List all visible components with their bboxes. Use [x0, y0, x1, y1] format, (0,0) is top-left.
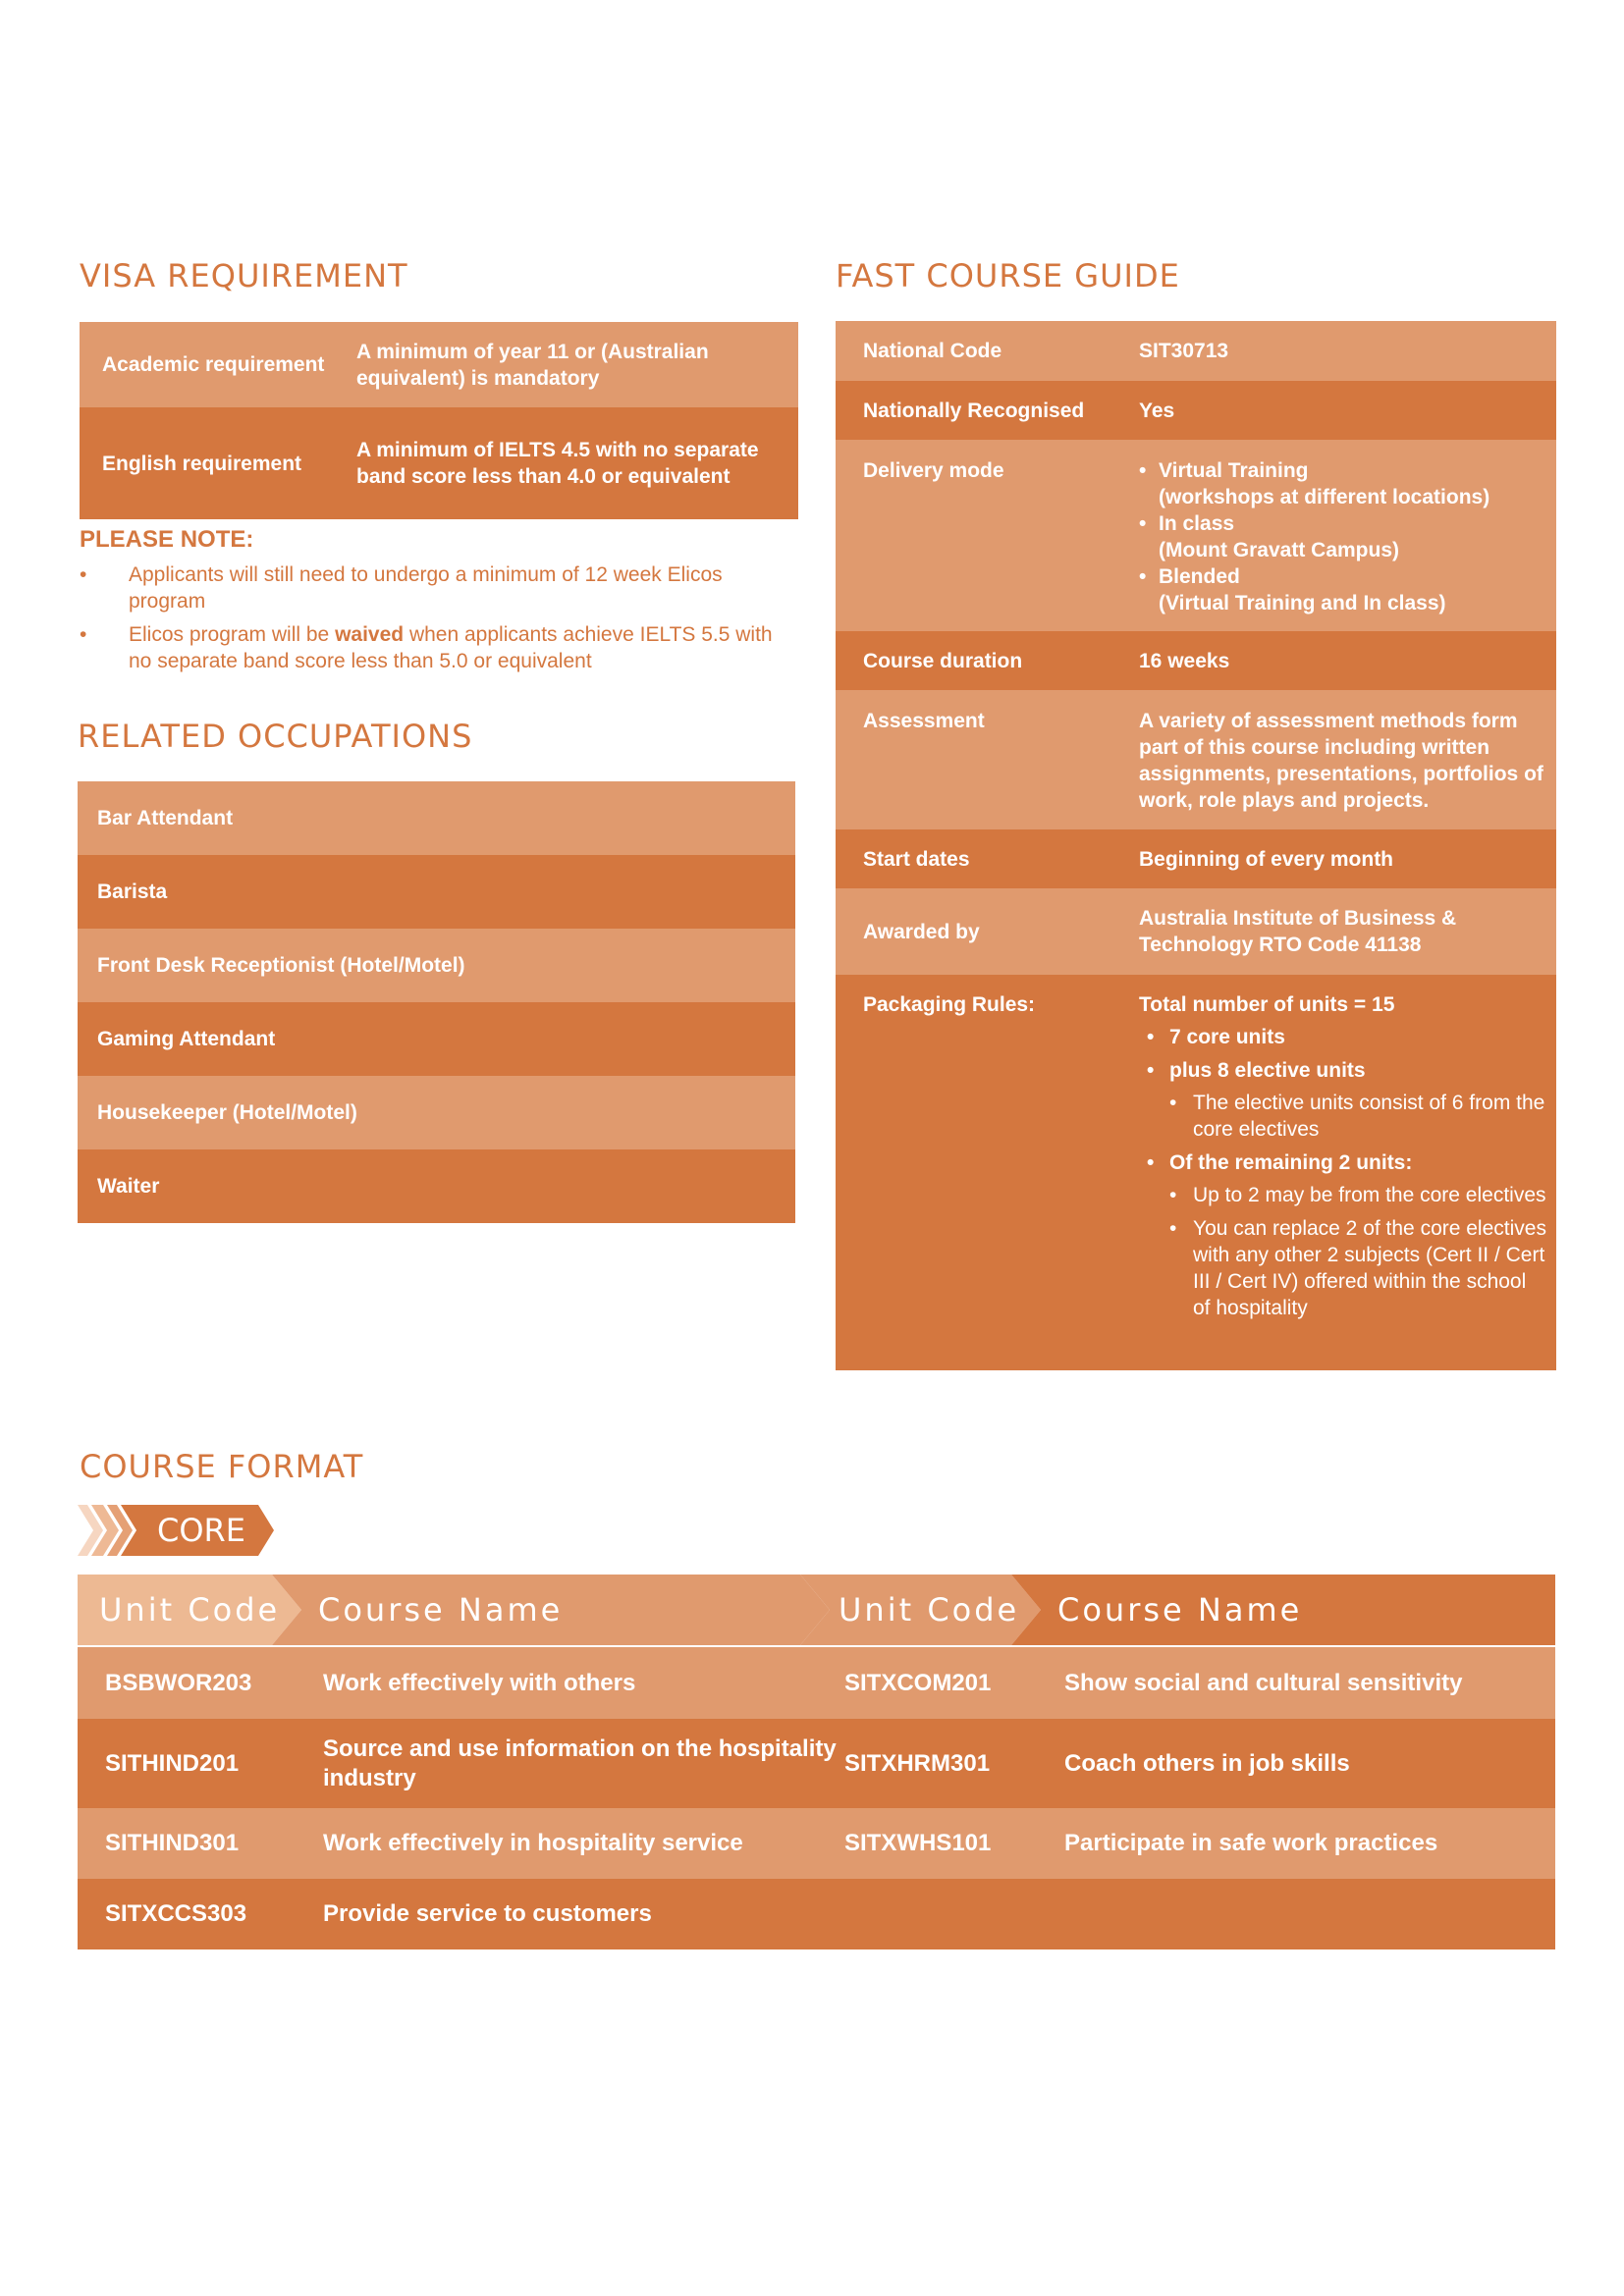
guide-value	[1139, 991, 1556, 1328]
delivery-main: • Blended	[1159, 565, 1240, 588]
course-format-heading: COURSE FORMAT	[80, 1448, 364, 1485]
table-row	[78, 1879, 1555, 1949]
note-text: Elicos program will be	[129, 623, 336, 646]
guide-label: Start dates	[863, 847, 970, 871]
packaging-text: plus 8 elective units	[1169, 1059, 1366, 1082]
please-note-list	[80, 561, 786, 681]
unit-code: SITXCOM201	[844, 1669, 992, 1696]
visa-row-english	[80, 407, 798, 519]
packaging-sub-item: • The elective units consist of 6 from the core electives	[1169, 1090, 1546, 1143]
guide-value: Beginning of every month	[1139, 847, 1394, 871]
unit-code: SITXWHS101	[844, 1830, 992, 1856]
guide-label: Assessment	[863, 710, 985, 732]
unit-code: BSBWOR203	[105, 1669, 252, 1696]
guide-row-awarded	[836, 888, 1556, 975]
guide-label: Packaging Rules:	[863, 993, 1036, 1016]
course-name: Show social and cultural sensitivity	[1064, 1669, 1463, 1696]
guide-row-delivery	[836, 440, 1556, 631]
visa-row-academic	[80, 322, 798, 407]
delivery-main: • Virtual Training	[1159, 459, 1309, 482]
visa-table	[80, 322, 798, 519]
delivery-list	[1139, 457, 1546, 616]
guide-row-duration	[836, 631, 1556, 690]
course-name: Coach others in job skills	[1064, 1749, 1350, 1777]
guide-label: National Code	[863, 340, 1002, 362]
occupation-item: Waiter	[78, 1149, 795, 1223]
guide-label: Awarded by	[863, 920, 980, 943]
packaging-item	[1139, 1057, 1546, 1143]
note-text: Applicants will still need to undergo a minimum of 12 week Elicos program	[129, 563, 723, 613]
guide-value: A variety of assessment methods form part of this course including written assignments, presentations, portfolios of work, role plays and projects.	[1139, 710, 1543, 812]
packaging-sub-item: • You can replace 2 of the core electives with any other 2 subjects (Cert II / Cert III / Cert IV) offered within the school of hospitality	[1169, 1215, 1546, 1321]
header-course-name-2: Course Name	[1057, 1591, 1303, 1629]
guide-row-recognised	[836, 381, 1556, 440]
note-item	[80, 621, 786, 674]
guide-value: 16 weeks	[1139, 649, 1230, 672]
packaging-sub-list	[1169, 1182, 1546, 1321]
table-row	[78, 1808, 1555, 1879]
course-name: Work effectively in hospitality service	[323, 1830, 743, 1856]
occupations-list	[78, 781, 795, 1223]
guide-value: SIT30713	[1139, 340, 1229, 362]
delivery-item	[1139, 510, 1546, 563]
guide-heading: FAST COURSE GUIDE	[836, 257, 1180, 294]
visa-value: A minimum of year 11 or (Australian equivalent) is mandatory	[356, 340, 709, 390]
packaging-list	[1139, 1024, 1546, 1321]
unit-code: SITXCCS303	[105, 1900, 247, 1927]
packaging-text: 7 core units	[1169, 1026, 1285, 1048]
course-table-header	[78, 1575, 1555, 1645]
course-name: Work effectively with others	[323, 1669, 636, 1696]
guide-table	[836, 321, 1556, 1370]
occupation-item: Gaming Attendant	[78, 1002, 795, 1076]
visa-label: English requirement	[102, 452, 302, 475]
note-text: when applicants achieve IELTS 5.5 with no separate band score less than 5.0 or equivalent	[129, 623, 773, 672]
course-name: Source and use information on the hospitality industry	[323, 1735, 837, 1791]
header-arrows-icon	[78, 1575, 1555, 1645]
table-row	[78, 1647, 1555, 1719]
course-name: Provide service to customers	[323, 1900, 652, 1927]
occupation-item: Front Desk Receptionist (Hotel/Motel)	[78, 929, 795, 1002]
occupation-item: Bar Attendant	[78, 781, 795, 855]
core-tab	[78, 1505, 274, 1556]
course-name: Participate in safe work practices	[1064, 1830, 1438, 1856]
occupation-item: Housekeeper (Hotel/Motel)	[78, 1076, 795, 1149]
guide-label: Nationally Recognised	[863, 399, 1085, 422]
guide-value: Yes	[1139, 399, 1175, 422]
guide-value: Australia Institute of Business & Technology RTO Code 41138	[1139, 907, 1457, 956]
guide-row-start	[836, 829, 1556, 888]
delivery-main: • In class	[1159, 512, 1235, 535]
core-tab-label: CORE	[157, 1512, 245, 1549]
please-note-title: PLEASE NOTE:	[80, 526, 254, 553]
unit-code: SITXHRM301	[844, 1749, 991, 1777]
guide-label: Delivery mode	[863, 459, 1004, 482]
visa-value: A minimum of IELTS 4.5 with no separate band score less than 4.0 or equivalent	[356, 439, 759, 488]
delivery-item	[1139, 457, 1546, 510]
visa-heading: VISA REQUIREMENT	[80, 257, 408, 294]
unit-code: SITHIND201	[105, 1749, 240, 1777]
note-item	[80, 561, 786, 614]
table-row	[78, 1719, 1555, 1808]
occupations-heading: RELATED OCCUPATIONS	[78, 718, 473, 755]
guide-row-national-code	[836, 321, 1556, 381]
guide-value	[1139, 457, 1556, 616]
note-bold-text: waived	[335, 623, 405, 646]
delivery-sub: (Virtual Training and In class)	[1159, 592, 1446, 614]
visa-label: Academic requirement	[102, 353, 325, 376]
delivery-item	[1139, 563, 1546, 616]
course-table	[78, 1647, 1555, 1949]
delivery-sub: (workshops at different locations)	[1159, 486, 1490, 508]
packaging-item	[1139, 1149, 1546, 1321]
packaging-item	[1139, 1024, 1546, 1050]
delivery-sub: (Mount Gravatt Campus)	[1159, 539, 1400, 561]
guide-row-assessment	[836, 690, 1556, 829]
header-unit-code-1: Unit Code	[99, 1591, 281, 1629]
packaging-text: Of the remaining 2 units:	[1169, 1151, 1413, 1174]
guide-label: Course duration	[863, 649, 1023, 672]
guide-row-packaging	[836, 975, 1556, 1370]
unit-code: SITHIND301	[105, 1830, 240, 1856]
packaging-sub-item: • Up to 2 may be from the core electives	[1169, 1182, 1546, 1208]
occupation-item: Barista	[78, 855, 795, 929]
header-unit-code-2: Unit Code	[839, 1591, 1020, 1629]
header-course-name-1: Course Name	[318, 1591, 564, 1629]
packaging-total: Total number of units = 15	[1139, 993, 1395, 1016]
packaging-sub-list	[1169, 1090, 1546, 1143]
